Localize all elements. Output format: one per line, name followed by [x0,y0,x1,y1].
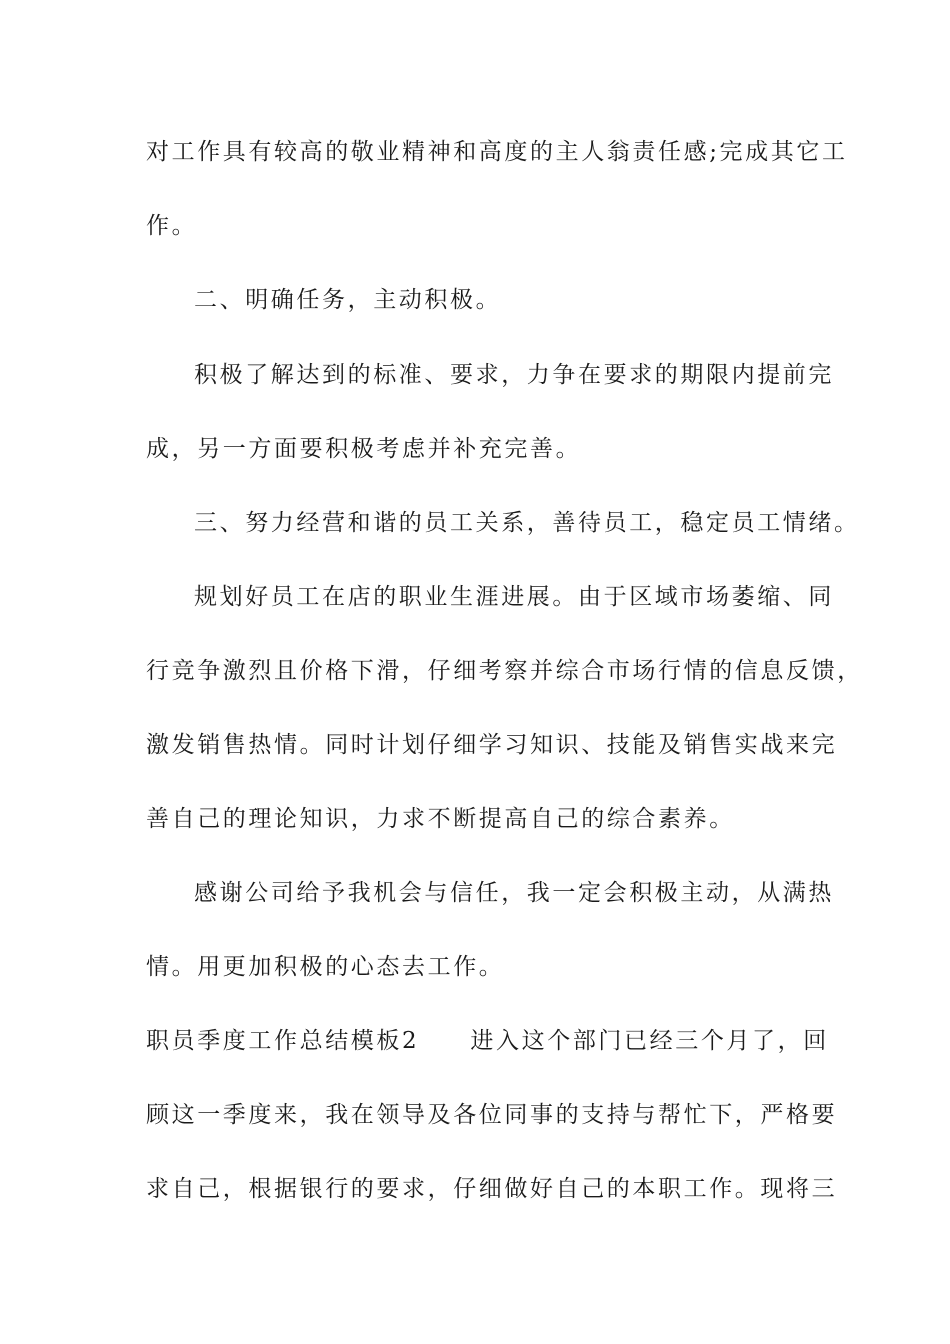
text-line: 求自己，根据银行的要求，仔细做好自己的本职工作。现将三 [146,1176,838,1202]
text-line: 规划好员工在店的职业生涯进展。由于区域市场萎缩、同 [194,584,834,610]
section-heading: 二、明确任务，主动积极。 [194,287,502,313]
text-line: 善自己的理论知识，力求不断提高自己的综合素养。 [146,806,735,832]
text-line: 激发销售热情。同时计划仔细学习知识、技能及销售实战来完 [146,732,838,758]
text-line: 作。 [146,213,198,239]
section-heading: 三、努力经营和谐的员工关系，善待员工，稳定员工情绪。 [194,510,860,536]
text-line: 行竞争激烈且价格下滑，仔细考察并综合市场行情的信息反馈， [146,658,863,684]
section-title-line: 职员季度工作总结模板2 进入这个部门已经三个月了，回 [146,1028,829,1054]
text-line: 积极了解达到的标准、要求，力争在要求的期限内提前完 [194,362,834,388]
text-line: 感谢公司给予我机会与信任，我一定会积极主动，从满热 [194,880,834,906]
text-line: 情。用更加积极的心态去工作。 [146,954,505,980]
text-line: 顾这一季度来，我在领导及各位同事的支持与帮忙下，严格要 [146,1102,838,1128]
text-line: 成，另一方面要积极考虑并补充完善。 [146,436,582,462]
text-line: 对工作具有较高的敬业精神和高度的主人翁责任感;完成其它工 [146,139,848,165]
